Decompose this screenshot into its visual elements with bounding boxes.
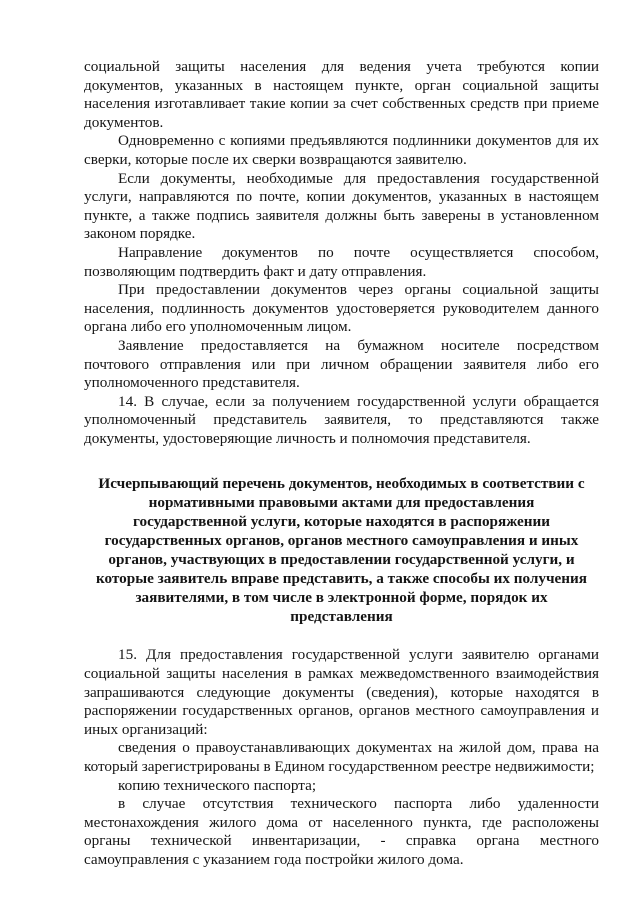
paragraph-authenticity: При предоставлении документов через органы социальной защиты населения, подлинность документов удостоверяется руководителем данного органа либо его уполномоченным лицом.	[84, 281, 599, 336]
paragraph-application-medium: Заявление предоставляется на бумажном носителе посредством почтового отправления или при личном обращении заявителя либо его уполномоченного представителя.	[84, 336, 599, 392]
paragraph-postal-method: Направление документов по почте осуществляется способом, позволяющим подтвердить факт и дату отправления.	[84, 243, 599, 280]
document-page	[84, 58, 599, 870]
paragraph-continuation: социальной защиты населения для ведения учета требуются копии документов, указанных в настоящем пункте, орган социальной защиты населения изготавливает такие копии за счет собственных средств при приеме документов.	[84, 58, 599, 131]
paragraph-postal-documents: Если документы, необходимые для предоставления государственной услуги, направляются по почте, копии документов, указанных в настоящем пункте, а также подпись заявителя должны быть заверены в установленном законом порядке.	[84, 169, 599, 243]
list-item-certificate: в случае отсутствия технического паспорта либо удаленности местонахождения жилого дома от населенного пункта, где расположены органы технической инвентаризации, - справка органа местного самоуправления с указанием года постройки жилого дома.	[84, 795, 599, 868]
paragraph-item-15: 15. Для предоставления государственной услуги заявителю органами социальной защиты населения в рамках межведомственного взаимодействия запрашиваются следующие документы (сведения), которые находятся в распоряжении государственных органов, органов местного самоуправления и иных организаций:	[84, 646, 599, 738]
list-item-title-documents: сведения о правоустанавливающих документах на жилой дом, права на который зарегистрированы в Едином государственном реестре недвижимости;	[84, 739, 599, 776]
list-item-technical-passport: копию технического паспорта;	[118, 776, 317, 794]
paragraph-item-14: 14. В случае, если за получением государственной услуги обращается уполномоченный представитель заявителя, то представляются также документы, удостоверяющие личность и полномочия представителя.	[84, 392, 599, 447]
section-heading: Исчерпывающий перечень документов, необходимых в соответствии с нормативными правовыми актами для предоставления государственной услуги, которые находятся в распоряжении государственных органов, органов местного самоуправления и иных органов, участвующих в предоставлении государственной услуги, и которые заявитель вправе представить, а также способы их получения заявителями, в том числе в электронной форме, порядок их представления	[95, 475, 588, 626]
paragraph-originals: Одновременно с копиями предъявляются подлинники документов для их сверки, которые после их сверки возвращаются заявителю.	[84, 132, 599, 168]
